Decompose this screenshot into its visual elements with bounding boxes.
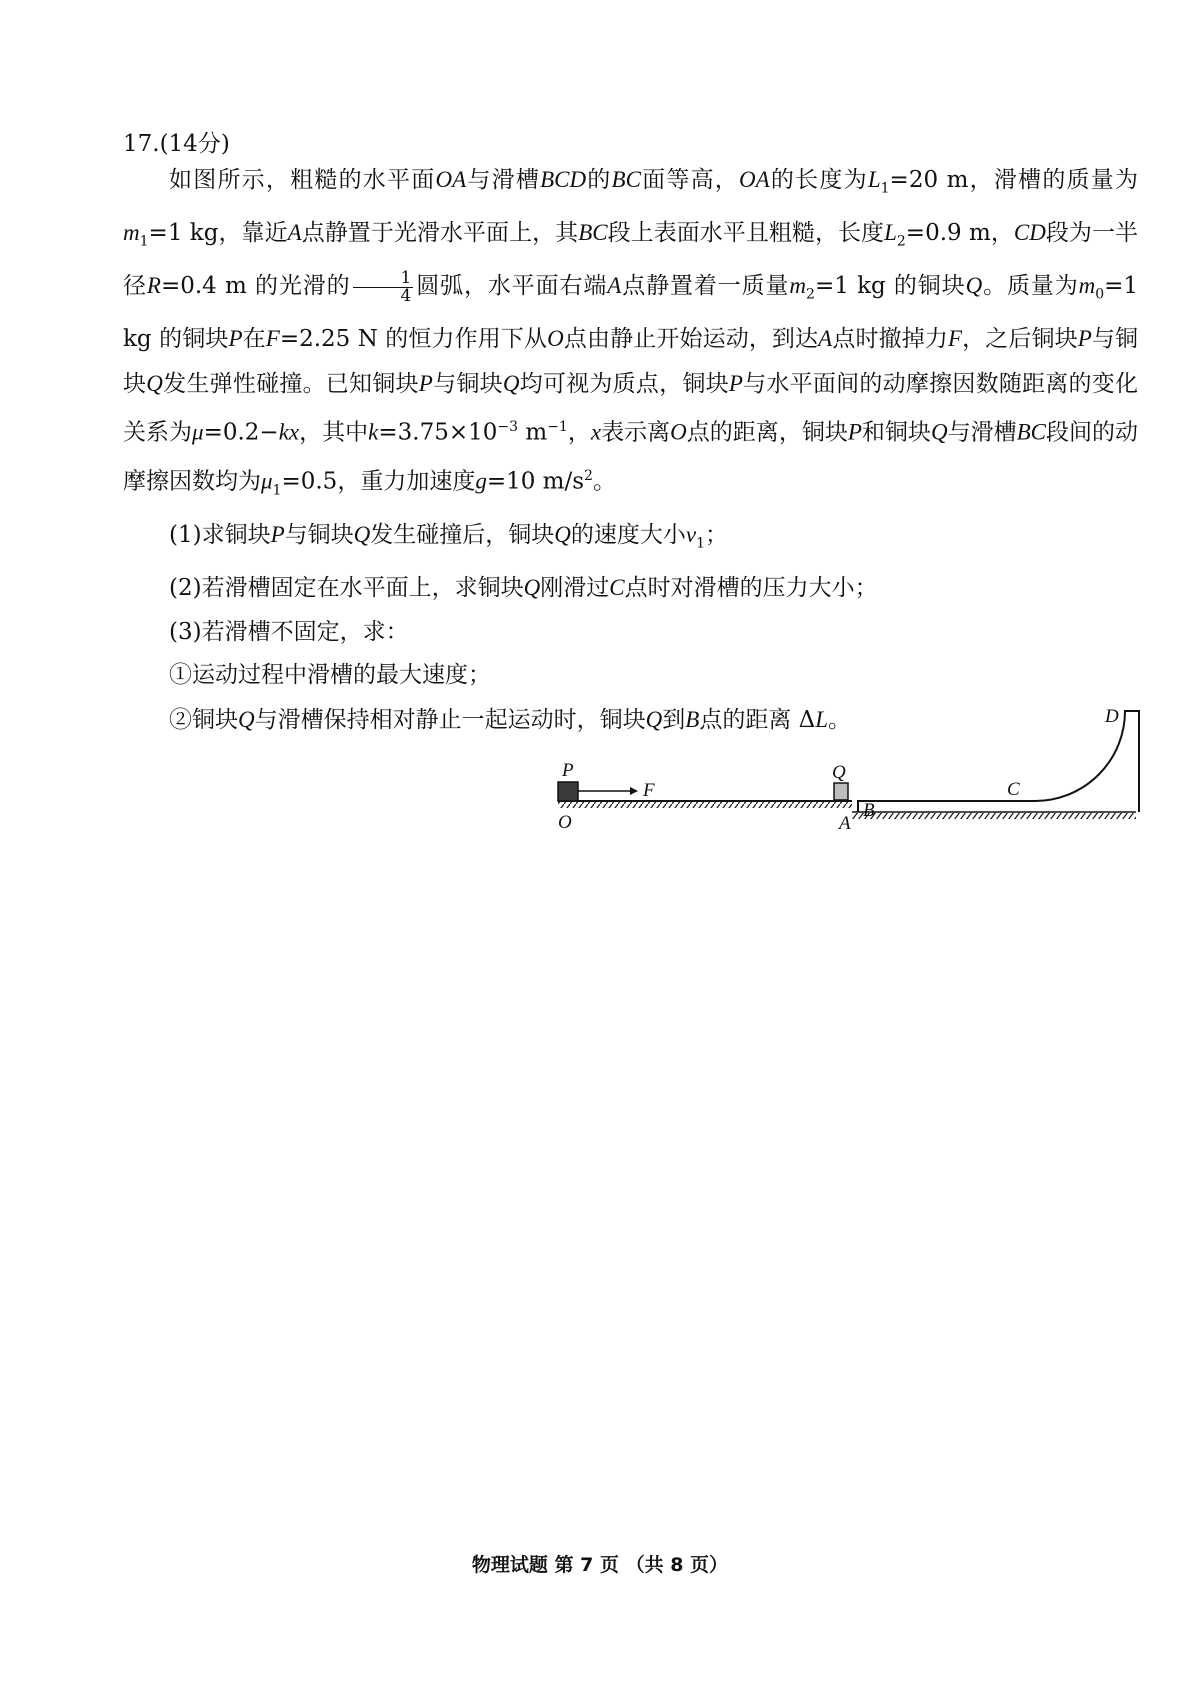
text: (1)求铜块 xyxy=(169,522,271,549)
block-P xyxy=(558,782,578,801)
text: ②铜块 xyxy=(169,706,238,733)
math-m: m xyxy=(123,220,140,246)
text: 段为一半径 xyxy=(123,220,1138,300)
text: =2.25 N 的恒力作用下从 xyxy=(279,326,548,353)
sub-question-3-1: ①运动过程中滑槽的最大速度； xyxy=(169,662,491,689)
text: 点的距离，铜块 xyxy=(686,419,848,446)
math-Q: Q xyxy=(645,706,663,732)
superscript: −3 xyxy=(497,419,519,436)
math-A: A xyxy=(607,273,622,299)
text: 。 xyxy=(592,469,616,496)
text: ， xyxy=(567,419,591,446)
math-Q: Q xyxy=(965,273,983,299)
label-B: B xyxy=(863,800,875,821)
math-mu: μ xyxy=(261,469,273,495)
math-Q: Q xyxy=(523,575,541,601)
math-x: x xyxy=(590,419,602,445)
label-O: O xyxy=(558,812,572,830)
math-P: P xyxy=(228,326,243,352)
sub-question-2 xyxy=(123,566,1138,611)
math-OA: OA xyxy=(435,167,467,192)
math-P: P xyxy=(1077,326,1092,352)
math-F: F xyxy=(947,326,963,352)
text: 与铜块 xyxy=(123,326,1139,397)
text: 与滑槽保持相对静止一起运动时，铜块 xyxy=(254,706,646,733)
subscript: 1 xyxy=(272,482,282,499)
math-P: P xyxy=(847,419,862,445)
label-C: C xyxy=(1007,779,1020,800)
text: ； xyxy=(705,522,729,549)
text: 面等高， xyxy=(640,167,740,193)
subscript: 1 xyxy=(880,180,890,197)
text: 如图所示，粗糙的水平面 xyxy=(169,167,436,193)
physics-diagram xyxy=(540,700,1140,830)
text: 的 xyxy=(586,167,612,193)
text: 点时撤掉力 xyxy=(832,326,948,353)
text: 点静置着一质量 xyxy=(621,273,790,300)
label-F: F xyxy=(643,780,655,801)
fraction-denominator: 4 xyxy=(400,285,412,306)
subscript: 0 xyxy=(1095,286,1105,303)
text: m xyxy=(518,419,548,446)
text: 段间的动摩擦因数均为 xyxy=(123,419,1139,496)
text: 发生弹性碰撞。已知铜块 xyxy=(162,370,419,397)
text: 与铜块 xyxy=(284,522,354,549)
math-C: C xyxy=(609,575,625,601)
math-Q: Q xyxy=(930,419,948,445)
math-OA: OA xyxy=(739,167,770,192)
superscript: 2 xyxy=(584,468,593,485)
subscript: 1 xyxy=(139,233,149,250)
text: =0.4 m 的光滑的 xyxy=(160,273,351,300)
math-m: m xyxy=(1078,273,1096,299)
text: 表示离 xyxy=(601,419,671,446)
horizontal-surface-OA xyxy=(558,801,852,808)
text: 点由静止开始运动，到达 xyxy=(563,326,819,353)
text: ，之后铜块 xyxy=(962,326,1078,353)
question-intro xyxy=(123,158,1138,513)
text: 刚滑过 xyxy=(540,575,610,602)
text: =0.2− xyxy=(203,419,279,446)
text: 。 xyxy=(828,706,852,733)
text: ，其中 xyxy=(299,419,369,446)
text: (2)若滑槽固定在水平面上，求铜块 xyxy=(169,575,524,602)
math-P: P xyxy=(270,522,285,548)
math-kx: kx xyxy=(278,419,300,445)
math-BC: BC xyxy=(611,167,641,192)
math-BC: BC xyxy=(578,220,608,246)
math-P: P xyxy=(728,370,743,396)
text: =0.5，重力加速度 xyxy=(281,469,476,496)
page-footer: 物理试题 第 7 页 （共 8 页） xyxy=(471,1554,729,1576)
math-v: v xyxy=(685,522,697,548)
text: 和铜块 xyxy=(861,419,931,446)
block-Q xyxy=(834,783,848,800)
math-mu: μ xyxy=(192,419,204,445)
math-g: g xyxy=(475,469,487,495)
math-Q: Q xyxy=(502,370,520,396)
math-Q: Q xyxy=(353,522,371,548)
force-arrow xyxy=(578,787,638,795)
math-P: P xyxy=(418,370,433,396)
groove-BCD xyxy=(858,711,1139,812)
text: =1 kg 的铜块 xyxy=(123,273,1139,353)
math-Q: Q xyxy=(554,522,571,548)
text: =1 kg 的铜块 xyxy=(814,273,966,300)
text: 。质量为 xyxy=(982,273,1079,300)
math-CD: CD xyxy=(1013,220,1046,246)
label-A: A xyxy=(839,813,851,830)
text: 的长度为 xyxy=(769,167,868,193)
math-L: L xyxy=(815,706,829,732)
subscript: 2 xyxy=(806,286,815,303)
math-BCD: BCD xyxy=(540,167,587,192)
text: 点时对滑槽的压力大小； xyxy=(624,575,878,602)
question-number: 17.(14分) xyxy=(123,131,230,157)
label-P: P xyxy=(562,760,574,781)
math-R: R xyxy=(146,273,161,299)
question-body xyxy=(123,158,1138,742)
math-O: O xyxy=(670,419,687,445)
text: =3.75×10 xyxy=(378,419,498,446)
text: =0.9 m， xyxy=(905,220,1014,247)
superscript: −1 xyxy=(547,419,568,436)
math-L: L xyxy=(884,220,897,246)
math-A: A xyxy=(287,220,302,246)
label-Q: Q xyxy=(832,762,846,783)
text: =1 kg，靠近 xyxy=(148,220,288,247)
math-Q: Q xyxy=(238,706,255,732)
sub-question-3: (3)若滑槽不固定，求： xyxy=(169,618,409,645)
text: 均可视为质点，铜块 xyxy=(519,370,729,397)
text: =20 m，滑槽的质量为 xyxy=(889,167,1139,193)
math-BC: BC xyxy=(1016,419,1047,445)
subscript: 1 xyxy=(696,535,706,552)
text: 段上表面水平且粗糙，长度 xyxy=(607,220,885,247)
text: 与水平面间的动摩擦因数随距离的变化关系为 xyxy=(123,370,1139,446)
text: 在 xyxy=(242,326,266,353)
text: 与滑槽 xyxy=(947,419,1017,446)
text: 与滑槽 xyxy=(466,167,541,193)
smooth-ground xyxy=(852,812,1136,819)
math-A: A xyxy=(818,326,833,352)
fraction-one-quarter xyxy=(353,267,414,306)
text: 到 xyxy=(662,706,686,733)
text: 点静置于光滑水平面上，其 xyxy=(301,220,579,247)
fraction-numerator: 1 xyxy=(353,270,414,288)
math-k: k xyxy=(368,419,379,445)
math-Q: Q xyxy=(146,370,163,396)
subscript: 2 xyxy=(896,233,906,250)
text: 与铜块 xyxy=(432,370,503,397)
math-F: F xyxy=(265,326,280,352)
text: 点的距离 Δ xyxy=(699,706,816,733)
math-O: O xyxy=(547,326,564,352)
text: 圆弧，水平面右端 xyxy=(415,273,608,300)
text: =10 m/s xyxy=(486,469,585,496)
text: 的速度大小 xyxy=(570,522,686,549)
math-m: m xyxy=(789,273,807,299)
math-B: B xyxy=(685,706,700,732)
sub-question-1 xyxy=(123,513,1138,566)
label-D: D xyxy=(1105,706,1119,727)
math-L: L xyxy=(867,167,881,192)
text: 发生碰撞后，铜块 xyxy=(370,522,555,549)
